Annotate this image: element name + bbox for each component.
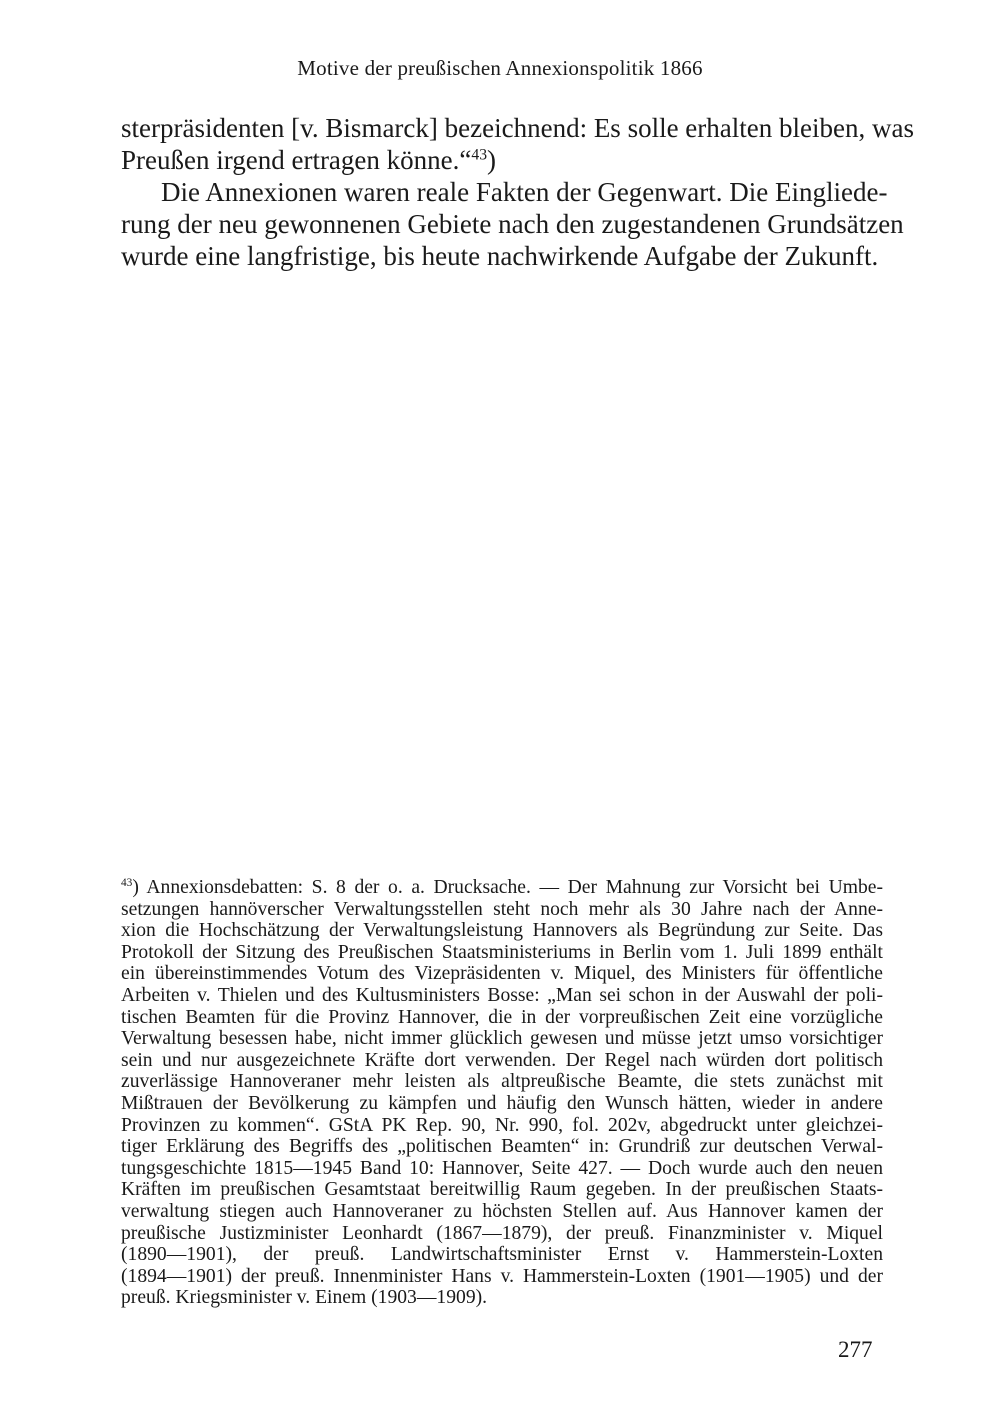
text-line [121,144,887,176]
text-line: rung der neu gewonnenen Gebiete nach den zugestandenen Grundsätzen [121,209,904,239]
footnote-text: ) Annexionsdebatten: S. 8 der o. a. Drucksache. — Der Mahnung zur Vorsicht bei Umbe- [132,877,883,898]
footnote-line [121,877,883,899]
footnote-line: xion die Hochschätzung der Verwaltungsleistung Hannovers als Begründung zur Seite. Das [121,920,883,942]
text-fragment: Preußen irgend ertragen könne.“ [121,145,472,175]
text-line: Die Annexionen waren reale Fakten der Gegenwart. Die Eingliede- [161,177,888,207]
footnote-line: Kräften im preußischen Gesamtstaat bereitwillig Raum gegeben. In der preußischen Staats- [121,1179,883,1201]
footnote-line: (1894—1901) der preuß. Innenminister Hans v. Hammerstein-Loxten (1901—1905) und der [121,1265,883,1287]
running-head: Motive der preußischen Annexionspolitik 1866 [297,56,703,80]
footnote-line: zuverlässige Hannoveraner mehr leisten als altpreußische Beamte, die stets zunächst mit [121,1071,883,1093]
footnote-line: Verwaltung besessen habe, nicht immer glücklich gewesen und müsse jetzt umso vorsichtiger [121,1028,883,1050]
footnote-marker: 43 [121,876,133,889]
page-number: 277 [838,1337,873,1362]
footnote-line: ein übereinstimmendes Votum des Vizepräsidenten v. Miquel, des Ministers für öffentliche [121,963,883,985]
footnote-line: tungsgeschichte 1815—1945 Band 10: Hannover, Seite 427. — Doch wurde auch den neuen [121,1157,883,1179]
footnote-line: tiger Erklärung des Begriffs des „politischen Beamten“ in: Grundriß zur deutschen Verwal- [121,1136,883,1158]
footnote-line: Protokoll der Sitzung des Preußischen Staatsministeriums in Berlin vom 1. Juli 1899 enthält [121,941,883,963]
footnote-line: Mißtrauen der Bevölkerung zu kämpfen und häufig den Wunsch hätten, wieder in andere [121,1092,883,1114]
footnote-line: Arbeiten v. Thielen und des Kultusministers Bosse: „Man sei schon in der Auswahl der poli- [121,984,883,1006]
text-line: wurde eine langfristige, bis heute nachwirkende Aufgabe der Zukunft. [121,241,879,271]
footnote-block [121,877,883,1309]
text-fragment: ) [487,145,497,175]
footnote-line: verwaltung stiegen auch Hannoveraner zu höchsten Stellen auf. Aus Hannover kamen der [121,1200,883,1222]
text-line: sterpräsidenten [v. Bismarck] bezeichnend: Es solle erhalten bleiben, was [121,113,914,143]
footnote-line: tischen Beamten für die Provinz Hannover, die in der vorpreußischen Zeit eine vorzügliche [121,1006,883,1028]
footnote-reference: 43 [471,146,488,164]
footnote-line: preußische Justizminister Leonhardt (1867—1879), der preuß. Finanzminister v. Miquel [121,1222,883,1244]
footnote-line: setzungen hannöverscher Verwaltungsstellen steht noch mehr als 30 Jahre nach der Anne- [121,898,883,920]
footnote-line: Provinzen zu kommen“. GStA PK Rep. 90, Nr. 990, fol. 202v, abgedruckt unter gleichzei- [121,1114,883,1136]
footnote-line: (1890—1901), der preuß. Landwirtschaftsminister Ernst v. Hammerstein-Loxten [121,1244,883,1266]
main-text [121,112,914,272]
footnote-line: preuß. Kriegsminister v. Einem (1903—1909). [121,1287,488,1309]
footnote-line: sein und nur ausgezeichnete Kräfte dort verwenden. Der Regel nach würden dort politisch [121,1049,883,1071]
